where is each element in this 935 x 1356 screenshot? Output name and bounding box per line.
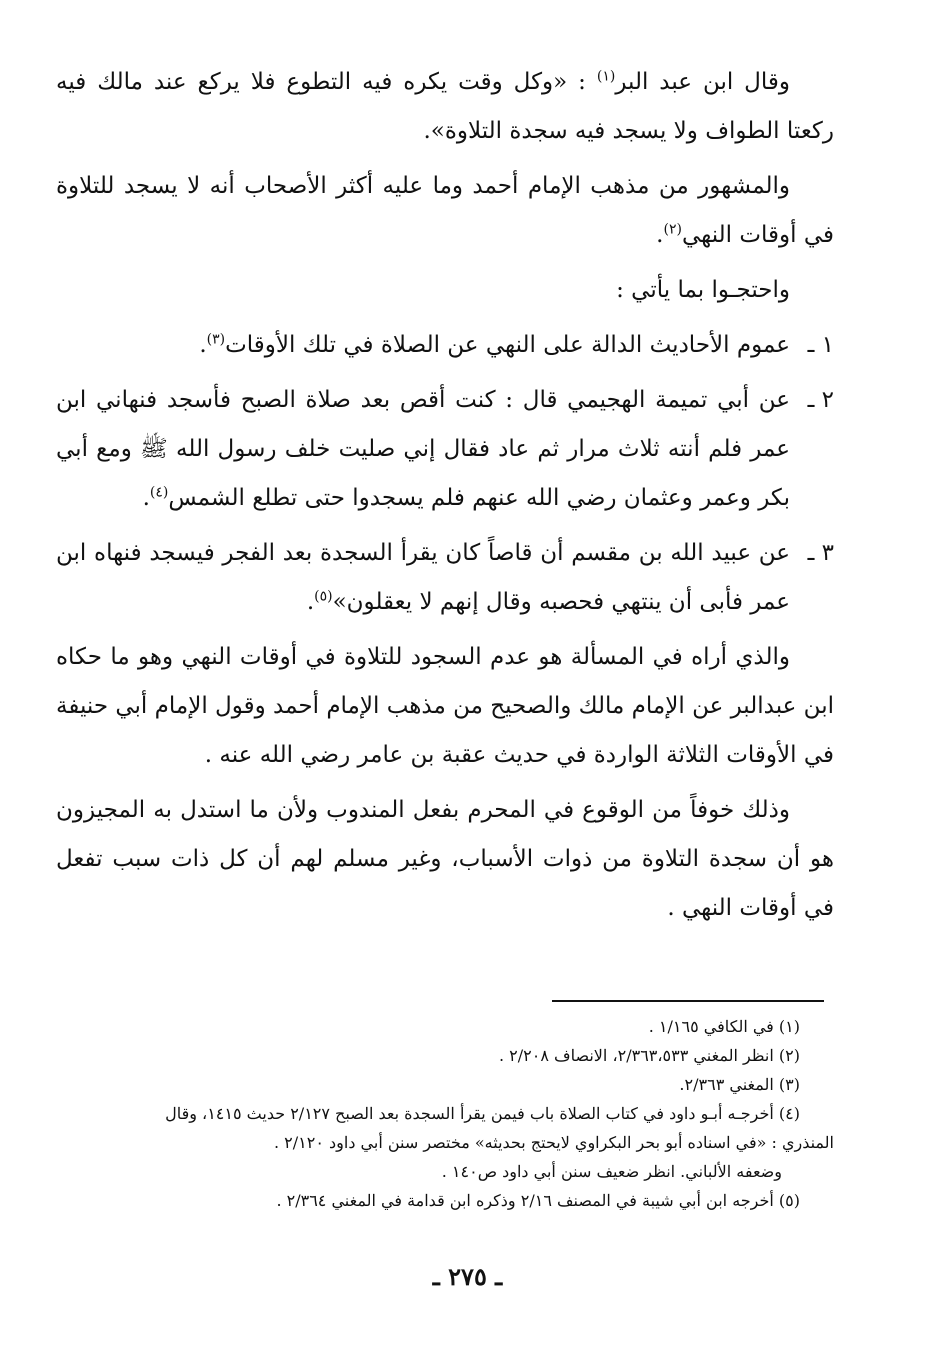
footnote-ref-4[interactable]: (٤) <box>149 484 169 501</box>
footnote-4: (٤) أخرجـه أبـو داود في كتاب الصلاة باب فيمن يقرأ السجدة بعد الصبح ٢/١٢٧ حديث ١٤١٥، وقال <box>165 1104 800 1123</box>
footnote-2: (٢) انظر المغني ٢/٣٦٣،٥٣٣، الانصاف ٢/٢٠٨ . <box>498 1046 800 1065</box>
footnote-ref-1[interactable]: (١) <box>596 68 616 85</box>
footnote-ref-2[interactable]: (٢) <box>663 221 682 238</box>
item-number: ١ ـ <box>807 332 834 358</box>
paragraph-ibn-abd-al-barr: وقال ابن عبد البر$^{(١)}$ : «وكل وقت يكره فيه التطوع فلا يركع عند مالك فيه ركعتا الطواف ولا يسجد فيه سجدة التلاوة». <box>56 68 834 144</box>
footnote-4-continuation-2: وضعفه الألباني. انظر ضعيف سنن أبي داود ص١٤٠ . <box>441 1162 782 1181</box>
evidence-item-3: ٣ ـعن عبيد الله بن مقسم أن قاصاً كان يقرأ السجدة بعد الفجر فيسجد فنهاه ابن عمر فأبى أن ينتهي فحصبه وقال إنهم لا يعقلون»$^{(٥)}$. <box>56 529 834 627</box>
footnote-4-continuation: المنذري : «في اسناده أبو بحر البكراوي لايحتج بحديثه» مختصر سنن أبي داود ٢/١٢٠ . <box>274 1133 834 1152</box>
evidence-item-1: ١ ـعموم الأحاديث الدالة على النهي عن الصلاة في تلك الأوقات$^{(٣)}$. <box>56 321 834 370</box>
footnote-ref-3[interactable]: (٣) <box>206 331 226 348</box>
footnote-5: (٥) أخرجه ابن أبي شيبة في المصنف ٢/١٦ وذكره ابن قدامة في المغني ٢/٣٦٤ . <box>276 1191 800 1210</box>
footnote-1: (١) في الكافي ١/١٦٥ . <box>648 1017 800 1036</box>
footnotes-section <box>56 1012 834 1215</box>
footnote-divider <box>552 1000 824 1002</box>
paragraph-evidence-intro: واحتجـوا بما يأتي : <box>616 277 790 303</box>
paragraph-author-opinion: والذي أراه في المسألة هو عدم السجود للتلاوة في أوقات النهي وهو ما حكاه ابن عبدالبر عن الإمام مالك والصحيح من مذهب الإمام أحمد وقول الإمام أبي حنيفة في الأوقات الثلاثة الواردة في حديث عقبة بن عامر رضي الله عنه . <box>55 644 834 768</box>
main-text <box>56 58 834 939</box>
page-number: ـ ٢٧٥ ـ <box>432 1262 503 1291</box>
footnote-3: (٣) المغني ٢/٣٦٣. <box>679 1075 800 1094</box>
item-number: ٢ ـ <box>807 387 834 413</box>
footnote-ref-5[interactable]: (٥) <box>314 588 333 605</box>
item-number: ٣ ـ <box>807 540 834 566</box>
paragraph-hanbali-view: والمشهور من مذهب الإمام أحمد وما عليه أكثر الأصحاب أنه لا يسجد للتلاوة في أوقات النهي$^{(٢)}$. <box>56 173 834 248</box>
evidence-item-2: ٢ ـعن أبي تميمة الهجيمي قال : كنت أقص بعد صلاة الصبح فأسجد فنهاني ابن عمر فلم أنته ثلاث مرار ثم عاد فقال إني صليت خلف رسول الله ﷺ ومع أبي بكر وعمر وعثمان رضي الله عنهم فلم يسجدوا حتى تطلع الشمس$^{(٤)}$. <box>56 376 834 523</box>
paragraph-reasoning: وذلك خوفاً من الوقوع في المحرم بفعل المندوب ولأن ما استدل به المجيزون هو أن سجدة التلاوة من ذوات الأسباب، وغير مسلم لهم أن كل ذات سبب تفعل في أوقات النهي . <box>56 797 834 921</box>
